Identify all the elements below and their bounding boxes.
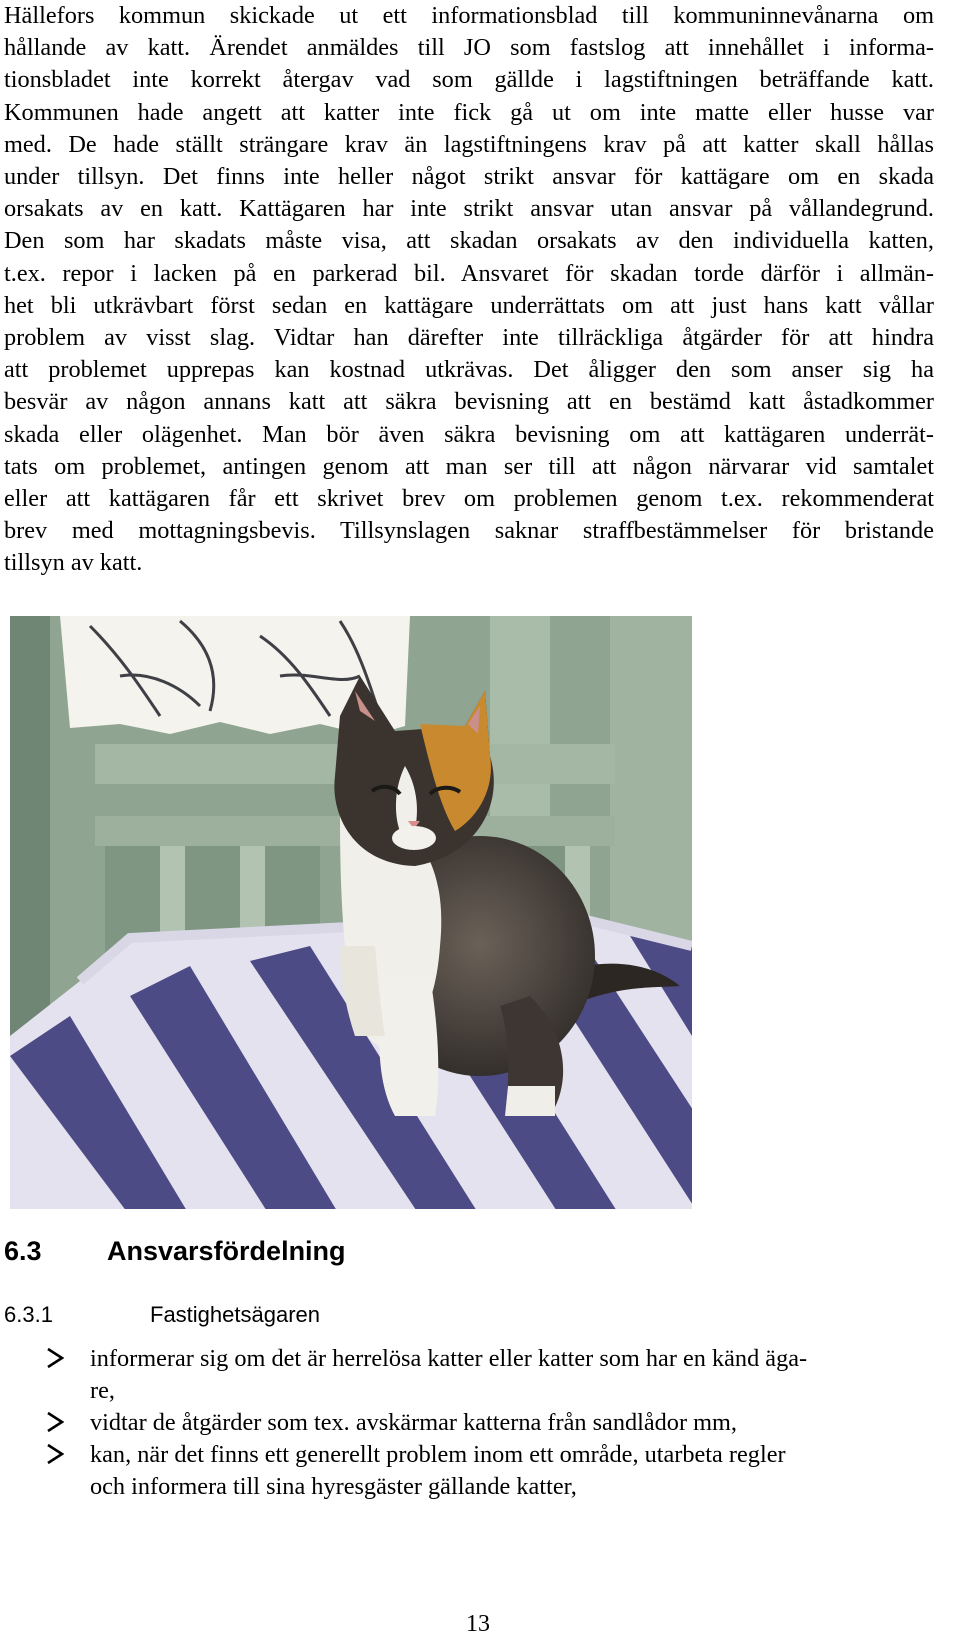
body-paragraph <box>4 0 934 580</box>
arrow-bullet-icon <box>46 1409 64 1435</box>
list-item <box>0 1343 930 1407</box>
subsection-title: Fastighetsägaren <box>150 1302 320 1327</box>
body-line: eller att kattägaren får ett skrivet brev om problemen genom t.ex. rekommenderat <box>4 485 934 513</box>
body-line: tillsyn av katt. <box>4 549 143 577</box>
subsection-number: 6.3.1 <box>4 1302 53 1327</box>
bullet-line: och informera till sina hyresgäster gällande katter, <box>90 1473 577 1500</box>
body-line: Den som har skadats måste visa, att skadan orsakats av den individuella katten, <box>4 227 934 255</box>
section-heading <box>4 1236 346 1267</box>
body-line: tionsbladet inte korrekt återgav vad som gällde i lagstiftningen beträffande katt. <box>4 66 934 94</box>
bullet-line: kan, när det finns ett generellt problem inom ett område, utarbeta regler <box>90 1441 786 1468</box>
subsection-heading <box>4 1302 320 1328</box>
bullet-line: informerar sig om det är herrelösa katter eller katter som har en känd äga- <box>90 1345 808 1372</box>
body-line: t.ex. repor i lacken på en parkerad bil. Ansvaret för skadan torde därför i allmän- <box>4 259 934 287</box>
body-line: hållande av katt. Ärendet anmäldes till JO som fastslog att innehållet i informa- <box>4 34 934 62</box>
body-line: besvär av någon annans katt att säkra bevisning att en bestämd katt åstadkommer <box>4 388 934 416</box>
bullet-line: vidtar de åtgärder som tex. avskärmar katterna från sandlådor mm, <box>90 1409 737 1436</box>
body-line: tats om problemet, antingen genom att man ser till att någon närvarar vid samtalet <box>4 452 934 480</box>
body-line: problem av visst slag. Vidtar han därefter inte tillräckliga åtgärder för att hindra <box>4 324 934 352</box>
body-line: brev med mottagningsbevis. Tillsynslagen saknar straffbestämmelser för bristande <box>4 517 934 545</box>
cat-photo <box>10 616 692 1209</box>
body-line: Hällefors kommun skickade ut ett informationsblad till kommuninnevånarna om <box>4 2 934 29</box>
bullet-line: re, <box>90 1377 115 1404</box>
body-line: under tillsyn. Det finns inte heller något strikt ansvar för kattägare om en skada <box>4 163 934 191</box>
section-number: 6.3 <box>4 1236 42 1266</box>
body-line: skada eller olägenhet. Man bör även säkra bevisning om att kattägaren underrät- <box>4 420 934 448</box>
body-line: att problemet upprepas kan kostnad utkrävas. Det åligger den som anser sig ha <box>4 356 934 384</box>
body-line: Kommunen hade angett att katter inte fick gå ut om inte matte eller husse var <box>4 98 934 126</box>
list-item <box>0 1439 930 1503</box>
body-line: het bli utkrävbart först sedan en kattägare underrättats om att just hans katt vållar <box>4 291 934 319</box>
bullet-list <box>0 1343 930 1503</box>
body-line: orsakats av en katt. Kattägaren har inte strikt ansvar utan ansvar på vållandegrund. <box>4 195 934 223</box>
arrow-bullet-icon <box>46 1441 64 1467</box>
list-item <box>0 1407 930 1439</box>
page-number: 13 <box>466 1611 490 1637</box>
body-line: med. De hade ställt strängare krav än lagstiftningens krav på att katter skall hållas <box>4 130 934 158</box>
section-title: Ansvarsfördelning <box>107 1236 346 1266</box>
arrow-bullet-icon <box>46 1345 64 1371</box>
